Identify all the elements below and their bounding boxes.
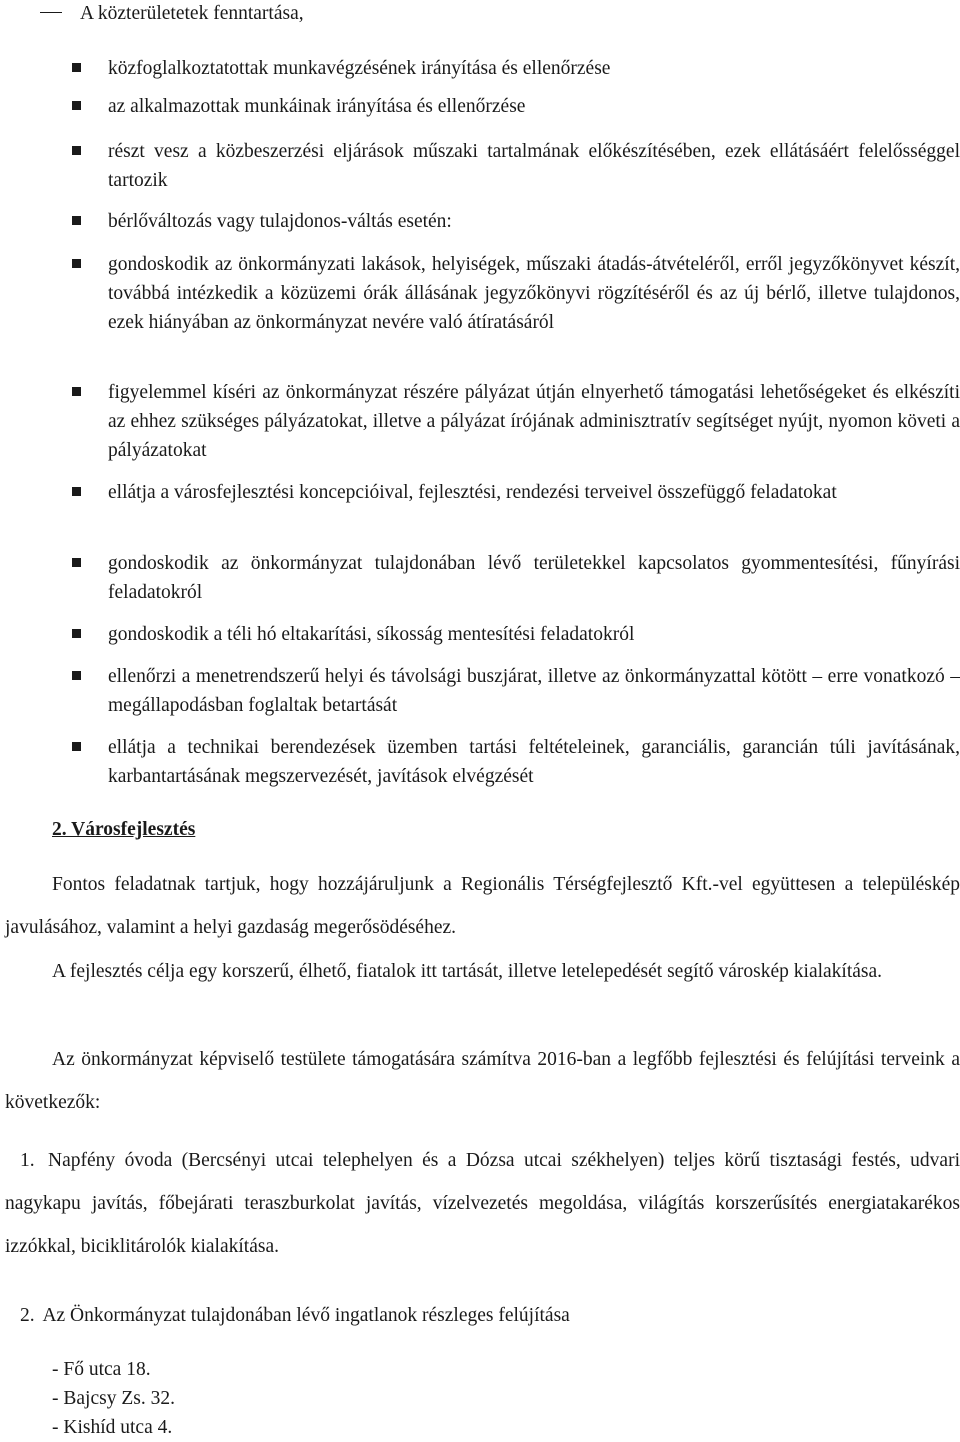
bullet-item (108, 549, 960, 607)
bullet-text: figyelemmel kíséri az önkormányzat részére pályázat útján elnyerhető támogatási lehetőségeket és elkészíti az ehhez szükséges pályázatokat, illetve a pályázat írójának adminisztratív segítséget nyújt, nyomon követi a pályázatokat (108, 382, 960, 461)
bullet-item (108, 54, 960, 83)
bullet-text: az alkalmazottak munkáinak irányítása és ellenőrzése (108, 96, 526, 117)
square-bullet-icon (72, 629, 81, 638)
item-number: 1. (20, 1150, 35, 1171)
bullet-text: ellátja a technikai berendezések üzemben tartási feltételeinek, garanciális, garancián túli javításának, karbantartásának megszervezését, javítások elvégzését (108, 737, 960, 787)
bullet-text: részt vesz a közbeszerzési eljárások műszaki tartalmának előkészítésében, ezek ellátásáért felelősséggel tartozik (108, 141, 960, 191)
dash-list-item (40, 2, 304, 26)
address-item: - Fő utca 18. (52, 1359, 151, 1380)
square-bullet-icon (72, 558, 81, 567)
square-bullet-icon (72, 259, 81, 268)
item-number: 2. (20, 1305, 35, 1326)
square-bullet-icon (72, 63, 81, 72)
bullet-item (108, 137, 960, 195)
dash-list-item-text: A közterületetek fenntartása, (80, 3, 304, 24)
address-item: - Kishíd utca 4. (52, 1417, 173, 1438)
bullet-text: bérlőváltozás vagy tulajdonos-váltás esetén: (108, 211, 452, 232)
numbered-item-text: Napfény óvoda (Bercsényi utcai telephelyen és a Dózsa utcai székhelyen) teljes körű tisztasági festés, udvari nagykapu javítás, főbejárati teraszburkolat javítás, vízelvezetés megoldása, világítás korszerűsítés energiatakarékos izzókkal, biciklitárolók kialakítása. (5, 1150, 960, 1257)
bullet-item (108, 620, 960, 649)
bullet-item (108, 478, 960, 507)
bullet-item (108, 733, 960, 791)
numbered-item (5, 1139, 960, 1268)
bullet-item (108, 250, 960, 337)
address-item: - Bajcsy Zs. 32. (52, 1388, 175, 1409)
bullet-item (108, 207, 960, 236)
bullet-text: ellátja a városfejlesztési koncepcióival, fejlesztési, rendezési terveivel összefüggő feladatokat (108, 482, 837, 503)
dash-marker (40, 12, 62, 13)
square-bullet-icon (72, 146, 81, 155)
paragraph: Fontos feladatnak tartjuk, hogy hozzájáruljunk a Regionális Térségfejlesztő Kft.-vel együttesen a településkép javulásához, valamint a helyi gazdaság megerősödéséhez. (5, 874, 960, 938)
numbered-item-text: Az Önkormányzat tulajdonában lévő ingatlanok részleges felújítása (42, 1305, 570, 1326)
bullet-item (108, 378, 960, 465)
paragraph: Az önkormányzat képviselő testülete támogatására számítva 2016-ban a legfőbb fejlesztési és felújítási terveink a következők: (5, 1049, 960, 1113)
bullet-text: közfoglalkoztatottak munkavégzésének irányítása és ellenőrzése (108, 58, 611, 79)
bullet-text: ellenőrzi a menetrendszerű helyi és távolsági buszjárat, illetve az önkormányzattal kötött – erre vonatkozó – megállapodásban foglaltak betartását (108, 666, 960, 716)
paragraph: A fejlesztés célja egy korszerű, élhető, fiatalok itt tartását, illetve letelepedését segítő városkép kialakítása. (52, 961, 883, 982)
bullet-item (108, 92, 960, 121)
bullet-text: gondoskodik a téli hó eltakarítási, síkosság mentesítési feladatokról (108, 624, 635, 645)
section-heading: 2. Városfejlesztés (52, 819, 196, 840)
square-bullet-icon (72, 387, 81, 396)
square-bullet-icon (72, 671, 81, 680)
square-bullet-icon (72, 216, 81, 225)
bullet-text: gondoskodik az önkormányzat tulajdonában lévő területekkel kapcsolatos gyommentesítési, fűnyírási feladatokról (108, 553, 960, 603)
square-bullet-icon (72, 742, 81, 751)
square-bullet-icon (72, 487, 81, 496)
bullet-item (108, 662, 960, 720)
numbered-item (5, 1294, 960, 1337)
bullet-text: gondoskodik az önkormányzati lakások, helyiségek, műszaki átadás-átvételéről, erről jegyzőkönyvet készít, továbbá intézkedik a közüzemi órák állásának jegyzőkönyvi rögzítéséről és az új bérlő, illetve tulajdonos, ezek hiányában az önkormányzat nevére való átíratásáról (108, 254, 960, 333)
square-bullet-icon (72, 101, 81, 110)
